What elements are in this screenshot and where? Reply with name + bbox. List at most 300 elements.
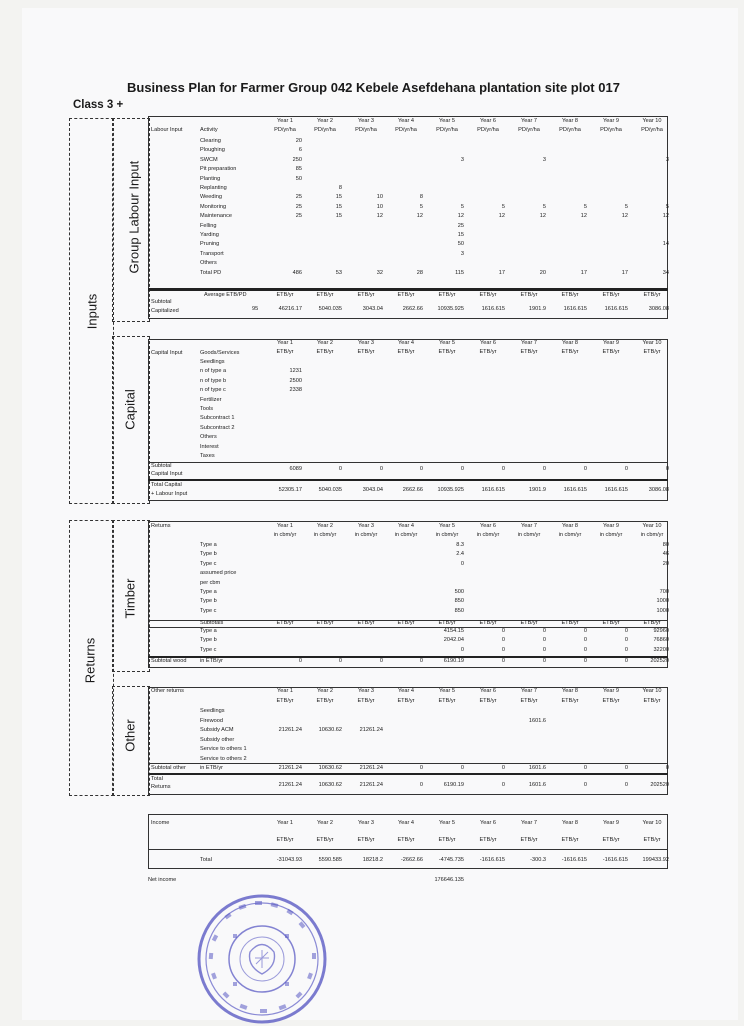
labour-value: 5 (501, 203, 505, 210)
labour-subtotal-value: 1616.615 (481, 306, 505, 312)
labour-total-rule (148, 288, 668, 291)
other-subtotal-value: 0 (583, 765, 587, 771)
timber-subtotal-value: 0 (542, 658, 546, 664)
total-returns-value: 202520 (650, 782, 669, 788)
other-col-header: Other returns (151, 688, 184, 694)
timber-etb-type: Type c (200, 646, 217, 653)
timber-etb-value: 0 (624, 646, 628, 653)
capital-subtotal-value: 0 (379, 466, 383, 472)
other-value: 1601.6 (528, 717, 546, 724)
other-item-label: Seedlings (200, 708, 225, 714)
labour-subtotal-value: 3086.08 (648, 306, 669, 312)
timber-etb-unit: ETB/yr (276, 620, 294, 626)
timber-year-header: Year 5 (439, 523, 455, 529)
labour-activity-label: Total PD (200, 269, 222, 276)
labour-value: 10 (376, 194, 383, 201)
other-subtotal-value: 0 (665, 765, 669, 771)
capital-subtotal-value: 6089 (289, 466, 302, 472)
capital-subtotal-value: 0 (501, 466, 505, 472)
capital-item-label: Others (200, 434, 217, 441)
income-total-value: -1616.615 (561, 857, 587, 863)
other-subtotal-value: 0 (624, 765, 628, 771)
income-year-header: Year 6 (480, 820, 496, 826)
labour-activity-label: Ploughing (200, 147, 225, 154)
labour-year-header: Year 1 (277, 118, 293, 124)
labour-value: 5 (665, 203, 669, 210)
labour-value: 5 (460, 203, 464, 210)
capital-total-value: 2662.66 (402, 487, 423, 493)
timber-bottom-rule (148, 667, 668, 668)
timber-etb-value: 32200 (653, 646, 669, 653)
timber-etb-unit: ETB/yr (479, 620, 497, 626)
labour-activity-label: Yarding (200, 232, 219, 238)
capital-total-value: 1616.615 (563, 487, 587, 493)
income-year-header: Year 1 (277, 820, 293, 826)
timber-etb-unit: ETB/yr (602, 620, 620, 626)
capital-subtotal-value: 0 (542, 466, 546, 472)
labour-value: 12 (539, 213, 546, 220)
timber-subtotal-value: 0 (298, 658, 302, 664)
capital-subtotal-value: 0 (624, 466, 628, 472)
timber-subtotal-label: Subtotal wood (151, 658, 187, 664)
capital-item-label: n of type a (200, 368, 227, 375)
labour-value: 25 (295, 213, 302, 220)
income-year-header: Year 9 (603, 820, 619, 826)
timber-top-rule (148, 521, 668, 522)
other-unit-header: ETB/yr (602, 698, 620, 704)
other-unit-header: ETB/yr (520, 698, 538, 704)
other-subtotal-value: 0 (419, 765, 423, 771)
labour-activity-label: Maintenance (200, 213, 233, 220)
total-returns-value: 21261.24 (359, 782, 383, 788)
labour-year-header: Year 6 (480, 118, 496, 124)
timber-etb-value: 0 (583, 637, 587, 644)
page-title: Business Plan for Farmer Group 042 Kebele Asefdehana plantation site plot 017 (127, 80, 620, 95)
timber-year-header: Year 10 (642, 523, 662, 529)
labour-unit-header: PD/yr/ha (436, 127, 458, 133)
timber-volume-value: 2.4 (456, 551, 464, 558)
capital-item-label: n of type c (200, 387, 226, 394)
timber-volume-value: 20 (662, 560, 669, 567)
other-value: 21261.24 (359, 727, 383, 733)
labour-etb-unit: ETB/yr (479, 292, 497, 298)
timber-unit-header: in cbm/yr (354, 532, 378, 538)
labour-activity-label: Others (200, 260, 217, 267)
timber-etb-type: Type b (200, 637, 217, 644)
labour-value: 3 (665, 156, 669, 163)
timber-subtotal-value: 0 (338, 658, 342, 664)
income-unit-header: ETB/yr (397, 837, 415, 843)
capital-unit-header: ETB/yr (438, 349, 456, 355)
income-unit-header: ETB/yr (561, 837, 579, 843)
total-returns-label: Returns (151, 784, 171, 790)
timber-volume-value: 46 (662, 551, 669, 558)
other-year-header: Year 7 (521, 688, 537, 694)
timber-volume-value: 0 (460, 560, 464, 567)
timber-col-header: Returns (151, 523, 171, 529)
income-mid-rule (148, 849, 668, 850)
timber-unit-header: in cbm/yr (640, 532, 664, 538)
capital-total-value: 10935.925 (437, 487, 464, 493)
capital-unit-header: ETB/yr (643, 349, 661, 355)
labour-etb-unit: ETB/yr (357, 292, 375, 298)
class-label: Class 3 + (73, 99, 124, 111)
capital-year-header: Year 7 (521, 340, 537, 346)
timber-etb-unit: ETB/yr (561, 620, 579, 626)
timber-subtotal-value: 0 (501, 658, 505, 664)
labour-value: 34 (662, 269, 669, 276)
capital-total-value: 3086.08 (648, 487, 669, 493)
labour-year-header: Year 2 (317, 118, 333, 124)
timber-subtotals-label: Subtotals (200, 620, 224, 626)
net-income-value: 176646.135 (434, 877, 464, 883)
labour-subtotal-value: 10935.925 (437, 306, 464, 312)
income-unit-header: ETB/yr (479, 837, 497, 843)
timber-volume-value: 80 (662, 542, 669, 548)
total-returns-value: 21261.24 (278, 782, 302, 788)
income-year-header: Year 3 (358, 820, 374, 826)
labour-unit-header: PD/yr/ha (477, 127, 499, 133)
other-unit-header: ETB/yr (276, 698, 294, 704)
timber-price-value: 850 (454, 607, 464, 614)
labour-value: 28 (416, 269, 423, 276)
income-total-value: -4745.735 (438, 857, 464, 863)
timber-price-value: 1000 (656, 607, 669, 614)
capital-unit-header: ETB/yr (479, 349, 497, 355)
timber-subtotal-value: 0 (624, 658, 628, 664)
other-label: Other (122, 719, 138, 752)
capital-total-label: + Labour Input (151, 491, 188, 497)
labour-subtotal-label: Subtotal (151, 299, 172, 305)
other-year-header: Year 8 (562, 688, 578, 694)
labour-value: 486 (292, 269, 302, 276)
returns-label: Returns (82, 637, 98, 684)
timber-unit-header: in cbm/yr (476, 532, 500, 538)
labour-subtotal-value: 1901.9 (528, 306, 546, 312)
timber-left-rule (148, 521, 149, 668)
other-unit-header: ETB/yr (397, 698, 415, 704)
timber-etb-value: 0 (501, 628, 505, 634)
total-returns-value: 0 (501, 782, 505, 788)
capital-subtotal-value: 0 (665, 466, 669, 472)
income-unit-header: ETB/yr (520, 837, 538, 843)
income-left-rule (148, 814, 149, 869)
other-subtotal-value: 21261.24 (359, 765, 383, 771)
capital-total-value: 52305.17 (278, 487, 302, 493)
labour-year-header: Year 10 (642, 118, 662, 124)
income-unit-header: ETB/yr (276, 837, 294, 843)
labour-value: 10 (376, 203, 383, 210)
timber-etb-value: 0 (583, 628, 587, 634)
total-returns-value: 0 (583, 782, 587, 788)
capital-total-value: 1901.9 (528, 487, 546, 493)
labour-top-rule (148, 116, 668, 117)
timber-unit-header: in cbm/yr (435, 532, 459, 538)
capital-item-label: n of type b (200, 377, 227, 384)
labour-value: 85 (295, 166, 302, 173)
timber-subtotal-value: 0 (583, 658, 587, 664)
capital-year-header: Year 3 (358, 340, 374, 346)
labour-value: 17 (498, 269, 505, 276)
timber-type-label: Type c (200, 560, 217, 567)
labour-year-header: Year 9 (603, 118, 619, 124)
labour-year-header: Year 8 (562, 118, 578, 124)
labour-subtotal-value: 2662.66 (402, 306, 423, 312)
avg-etb-label: Average ETB/PD (204, 292, 247, 298)
income-year-header: Year 4 (398, 820, 414, 826)
capital-unit-header: ETB/yr (520, 349, 538, 355)
labour-activity-label: Pit preparation (200, 166, 237, 173)
labour-activity-label: Clearing (200, 138, 221, 144)
capital-value: 1231 (289, 368, 302, 375)
capital-value: 2338 (289, 387, 302, 394)
timber-unit-header: in cbm/yr (517, 532, 541, 538)
capital-year-header: Year 2 (317, 340, 333, 346)
other-subtotal-value: 0 (501, 765, 505, 771)
capital-total-value: 1616.615 (481, 487, 505, 493)
capital-unit-header: ETB/yr (602, 349, 620, 355)
income-total-value: -1616.615 (479, 857, 505, 863)
other-unit-header: ETB/yr (561, 698, 579, 704)
capital-item-label: Fertilizer (200, 396, 222, 403)
timber-etb-rule (148, 627, 668, 628)
labour-activity-label: Pruning (200, 241, 220, 248)
labour-unit-header: PD/yr/ha (600, 127, 622, 133)
capital-goods-header: Goods/Services (200, 350, 240, 356)
timber-year-header: Year 6 (480, 523, 496, 529)
timber-subtotal-unit: in ETB/yr (200, 658, 224, 664)
capital-label: Capital (122, 389, 138, 430)
capital-year-header: Year 4 (398, 340, 414, 346)
labour-unit-header: PD/yr/ha (314, 127, 336, 133)
labour-value: 20 (539, 269, 546, 276)
labour-value: 12 (376, 213, 383, 220)
timber-year-header: Year 4 (398, 523, 414, 529)
other-item-label: Service to others 2 (200, 755, 247, 762)
timber-year-header: Year 9 (603, 523, 619, 529)
timber-price-type: Type a (200, 589, 217, 595)
timber-price-value: 850 (454, 598, 464, 605)
total-returns-value: 6190.19 (443, 782, 464, 788)
other-item-label: Firewood (200, 717, 224, 724)
avg-etb-value: 95 (252, 306, 259, 312)
income-unit-header: ETB/yr (316, 837, 334, 843)
timber-year-header: Year 2 (317, 523, 333, 529)
labour-col-header: Labour Input (151, 127, 183, 133)
labour-etb-unit: ETB/yr (316, 292, 334, 298)
timber-price-value: 500 (454, 589, 464, 595)
capital-unit-header: ETB/yr (561, 349, 579, 355)
other-year-header: Year 3 (358, 688, 374, 694)
timber-price-value: 1000 (656, 598, 669, 605)
labour-value: 5 (583, 203, 587, 210)
labour-etb-unit: ETB/yr (276, 292, 294, 298)
income-total-value: 199433.92 (642, 857, 669, 863)
income-total-label: Total (200, 857, 212, 863)
income-total-value: 18218.2 (362, 857, 383, 863)
labour-subtotal-value: 5040.035 (318, 306, 342, 312)
capital-unit-header: ETB/yr (357, 349, 375, 355)
timber-etb-value: 92960 (653, 628, 669, 634)
other-subtotal-rule (148, 763, 668, 764)
capital-value: 2500 (289, 377, 302, 384)
capital-year-header: Year 10 (642, 340, 662, 346)
capital-total-value: 5040.035 (318, 487, 342, 493)
labour-value: 14 (662, 241, 669, 248)
other-item-label: Subsidy ACM (200, 727, 234, 733)
labour-value: 17 (621, 269, 628, 276)
labour-subtotal-label: Capitalized (151, 308, 179, 314)
timber-unit-header: in cbm/yr (273, 532, 297, 538)
other-subtotal-unit: in ETB/yr (200, 765, 224, 771)
labour-value: 25 (295, 194, 302, 201)
timber-subtotal-value: 0 (379, 658, 383, 664)
income-year-header: Year 8 (562, 820, 578, 826)
price-label: assumed price (200, 570, 237, 576)
timber-subtotal-value: 202520 (650, 658, 669, 664)
other-year-header: Year 1 (277, 688, 293, 694)
labour-value: 12 (580, 213, 587, 220)
income-year-header: Year 2 (317, 820, 333, 826)
labour-year-header: Year 5 (439, 118, 455, 124)
capital-total-value: 3043.04 (362, 487, 383, 493)
capital-bottom-rule (148, 500, 668, 501)
capital-subtotal-value: 0 (338, 466, 342, 472)
other-subtotal-value: 10630.62 (318, 765, 342, 771)
timber-volume-value: 8.3 (456, 542, 464, 548)
labour-value: 8 (419, 194, 423, 201)
labour-year-header: Year 4 (398, 118, 414, 124)
labour-value: 25 (295, 203, 302, 210)
labour-value: 15 (457, 232, 464, 238)
income-top-rule (148, 814, 668, 815)
capital-subtotal-value: 0 (583, 466, 587, 472)
net-income-label: Net income (148, 877, 177, 883)
labour-value: 32 (376, 269, 383, 276)
labour-etb-unit: ETB/yr (643, 292, 661, 298)
timber-etb-unit: ETB/yr (438, 620, 456, 626)
labour-unit-header: PD/yr/ha (518, 127, 540, 133)
timber-etb-value: 0 (542, 646, 546, 653)
labour-value: 50 (295, 175, 302, 182)
labour-subtotal-value: 3043.04 (362, 306, 383, 312)
labour-activity-label: Replanting (200, 185, 227, 191)
timber-etb-value: 0 (624, 637, 628, 644)
timber-etb-unit: ETB/yr (316, 620, 334, 626)
other-unit-header: ETB/yr (357, 698, 375, 704)
timber-price-type: Type b (200, 598, 217, 605)
other-subtotal-value: 21261.24 (278, 765, 302, 771)
other-bottom-rule (148, 794, 668, 795)
labour-activity-label: Planting (200, 175, 221, 182)
labour-unit-header: PD/yr/ha (641, 127, 663, 133)
other-year-header: Year 2 (317, 688, 333, 694)
labour-activity-label: Felling (200, 222, 217, 229)
income-year-header: Year 10 (642, 820, 662, 826)
labour-value: 53 (335, 269, 342, 276)
labour-etb-unit: ETB/yr (397, 292, 415, 298)
income-year-header: Year 5 (439, 820, 455, 826)
capital-year-header: Year 1 (277, 340, 293, 346)
capital-col-header: Capital Input (151, 350, 183, 356)
other-subtotal-value: 0 (460, 765, 464, 771)
capital-subtotal-label: Subtotal (151, 463, 172, 469)
capital-year-header: Year 5 (439, 340, 455, 346)
other-year-header: Year 4 (398, 688, 414, 694)
income-bottom-rule (148, 868, 668, 869)
income-unit-header: ETB/yr (357, 837, 375, 843)
total-returns-value: 1601.6 (528, 782, 546, 788)
timber-etb-value: 0 (460, 646, 464, 653)
income-year-header: Year 7 (521, 820, 537, 826)
labour-unit-header: PD/yr/ha (274, 127, 296, 133)
timber-unit-header: in cbm/yr (599, 532, 623, 538)
other-total-rule (148, 773, 668, 775)
labour-etb-unit: ETB/yr (602, 292, 620, 298)
other-year-header: Year 5 (439, 688, 455, 694)
labour-unit-header: PD/yr/ha (559, 127, 581, 133)
group-labour-label: Group Labour Input (126, 160, 142, 274)
labour-value: 15 (335, 203, 342, 210)
timber-etb-value: 0 (542, 637, 546, 644)
timber-type-label: Type a (200, 542, 217, 548)
labour-value: 115 (455, 269, 464, 276)
labour-etb-unit: ETB/yr (520, 292, 538, 298)
timber-etb-value: 76860 (653, 637, 669, 644)
labour-value: 12 (621, 213, 628, 220)
capital-item-label: Tools (200, 406, 214, 412)
timber-year-header: Year 3 (358, 523, 374, 529)
timber-etb-value: 2042.04 (443, 637, 464, 644)
capital-item-label: Subcontract 2 (200, 424, 235, 431)
timber-etb-unit: ETB/yr (520, 620, 538, 626)
total-returns-value: 0 (419, 782, 423, 788)
income-total-value: 5590.585 (318, 857, 342, 863)
timber-year-header: Year 1 (277, 523, 293, 529)
labour-value: 3 (542, 156, 546, 163)
labour-activity-header: Activity (200, 127, 218, 133)
other-unit-header: ETB/yr (316, 698, 334, 704)
capital-subtotal-label: Capital Input (151, 471, 183, 477)
labour-value: 12 (662, 213, 669, 220)
capital-subtotal-value: 0 (419, 466, 423, 472)
total-returns-value: 0 (624, 782, 628, 788)
other-unit-header: ETB/yr (438, 698, 456, 704)
labour-activity-label: Monitoring (200, 203, 227, 210)
labour-year-header: Year 7 (521, 118, 537, 124)
capital-year-header: Year 9 (603, 340, 619, 346)
timber-etb-unit: ETB/yr (357, 620, 375, 626)
labour-value: 5 (542, 203, 546, 210)
labour-value: 5 (419, 203, 423, 210)
labour-value: 5 (624, 203, 628, 210)
labour-value: 12 (498, 213, 505, 220)
inputs-label: Inputs (84, 293, 100, 330)
other-value: 21261.24 (278, 727, 302, 733)
other-item-label: Subsidy other (200, 736, 235, 743)
income-total-value: -300.3 (530, 857, 546, 863)
timber-price-type: Type c (200, 607, 217, 614)
other-left-rule (148, 687, 149, 794)
capital-year-header: Year 6 (480, 340, 496, 346)
price-label: per cbm (200, 580, 221, 586)
timber-unit-header: in cbm/yr (558, 532, 582, 538)
other-item-label: Service to others 1 (200, 746, 247, 752)
timber-type-label: Type b (200, 551, 217, 558)
other-year-header: Year 10 (642, 688, 662, 694)
total-returns-label: Total (151, 776, 163, 782)
labour-value: 20 (295, 138, 302, 144)
